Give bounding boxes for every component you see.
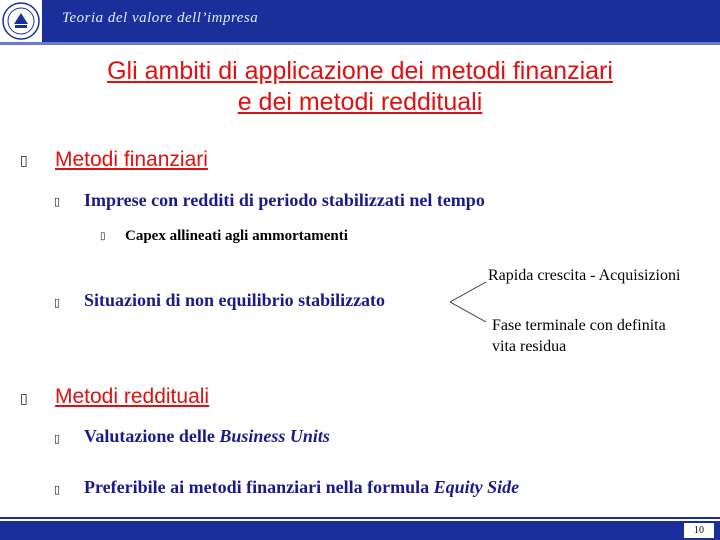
slide-title-line1: Gli ambiti di applicazione dei metodi finanziari xyxy=(107,57,613,85)
square-bullet-icon: ▯ xyxy=(20,391,28,407)
note-text: vita residua xyxy=(492,338,567,355)
note-text: Fase terminale con definita xyxy=(492,317,666,334)
university-seal-logo xyxy=(0,0,42,42)
section-heading-reddituali: Metodi reddituali xyxy=(55,385,210,408)
square-bullet-icon: ▯ xyxy=(100,231,106,242)
list-item: Situazioni di non equilibrio stabilizzato xyxy=(84,290,386,310)
sub-list-item: Capex allineati agli ammortamenti xyxy=(125,228,348,244)
square-bullet-icon: ▯ xyxy=(54,432,61,445)
note-text: Rapida crescita - Acquisizioni xyxy=(488,267,681,284)
header-divider xyxy=(0,42,720,45)
footer-divider xyxy=(0,517,720,519)
square-bullet-icon: ▯ xyxy=(20,153,28,169)
list-item: Preferibile ai metodi finanziari nella formula Equity Side xyxy=(84,477,520,497)
section-heading-finanziari: Metodi finanziari xyxy=(55,148,208,171)
slide-title xyxy=(0,56,720,118)
list-item: Valutazione delle Business Units xyxy=(84,426,330,446)
square-bullet-icon: ▯ xyxy=(54,483,61,496)
slide-title-line2: e dei metodi reddituali xyxy=(237,88,483,116)
header-title: Teoria del valore dell’impresa xyxy=(62,10,259,26)
page-number: 10 xyxy=(684,523,714,538)
square-bullet-icon: ▯ xyxy=(54,195,61,208)
footer-bar xyxy=(0,521,720,540)
square-bullet-icon: ▯ xyxy=(54,296,61,309)
list-item: Imprese con redditi di periodo stabilizzati nel tempo xyxy=(84,190,485,210)
bracket-lines xyxy=(448,278,492,330)
